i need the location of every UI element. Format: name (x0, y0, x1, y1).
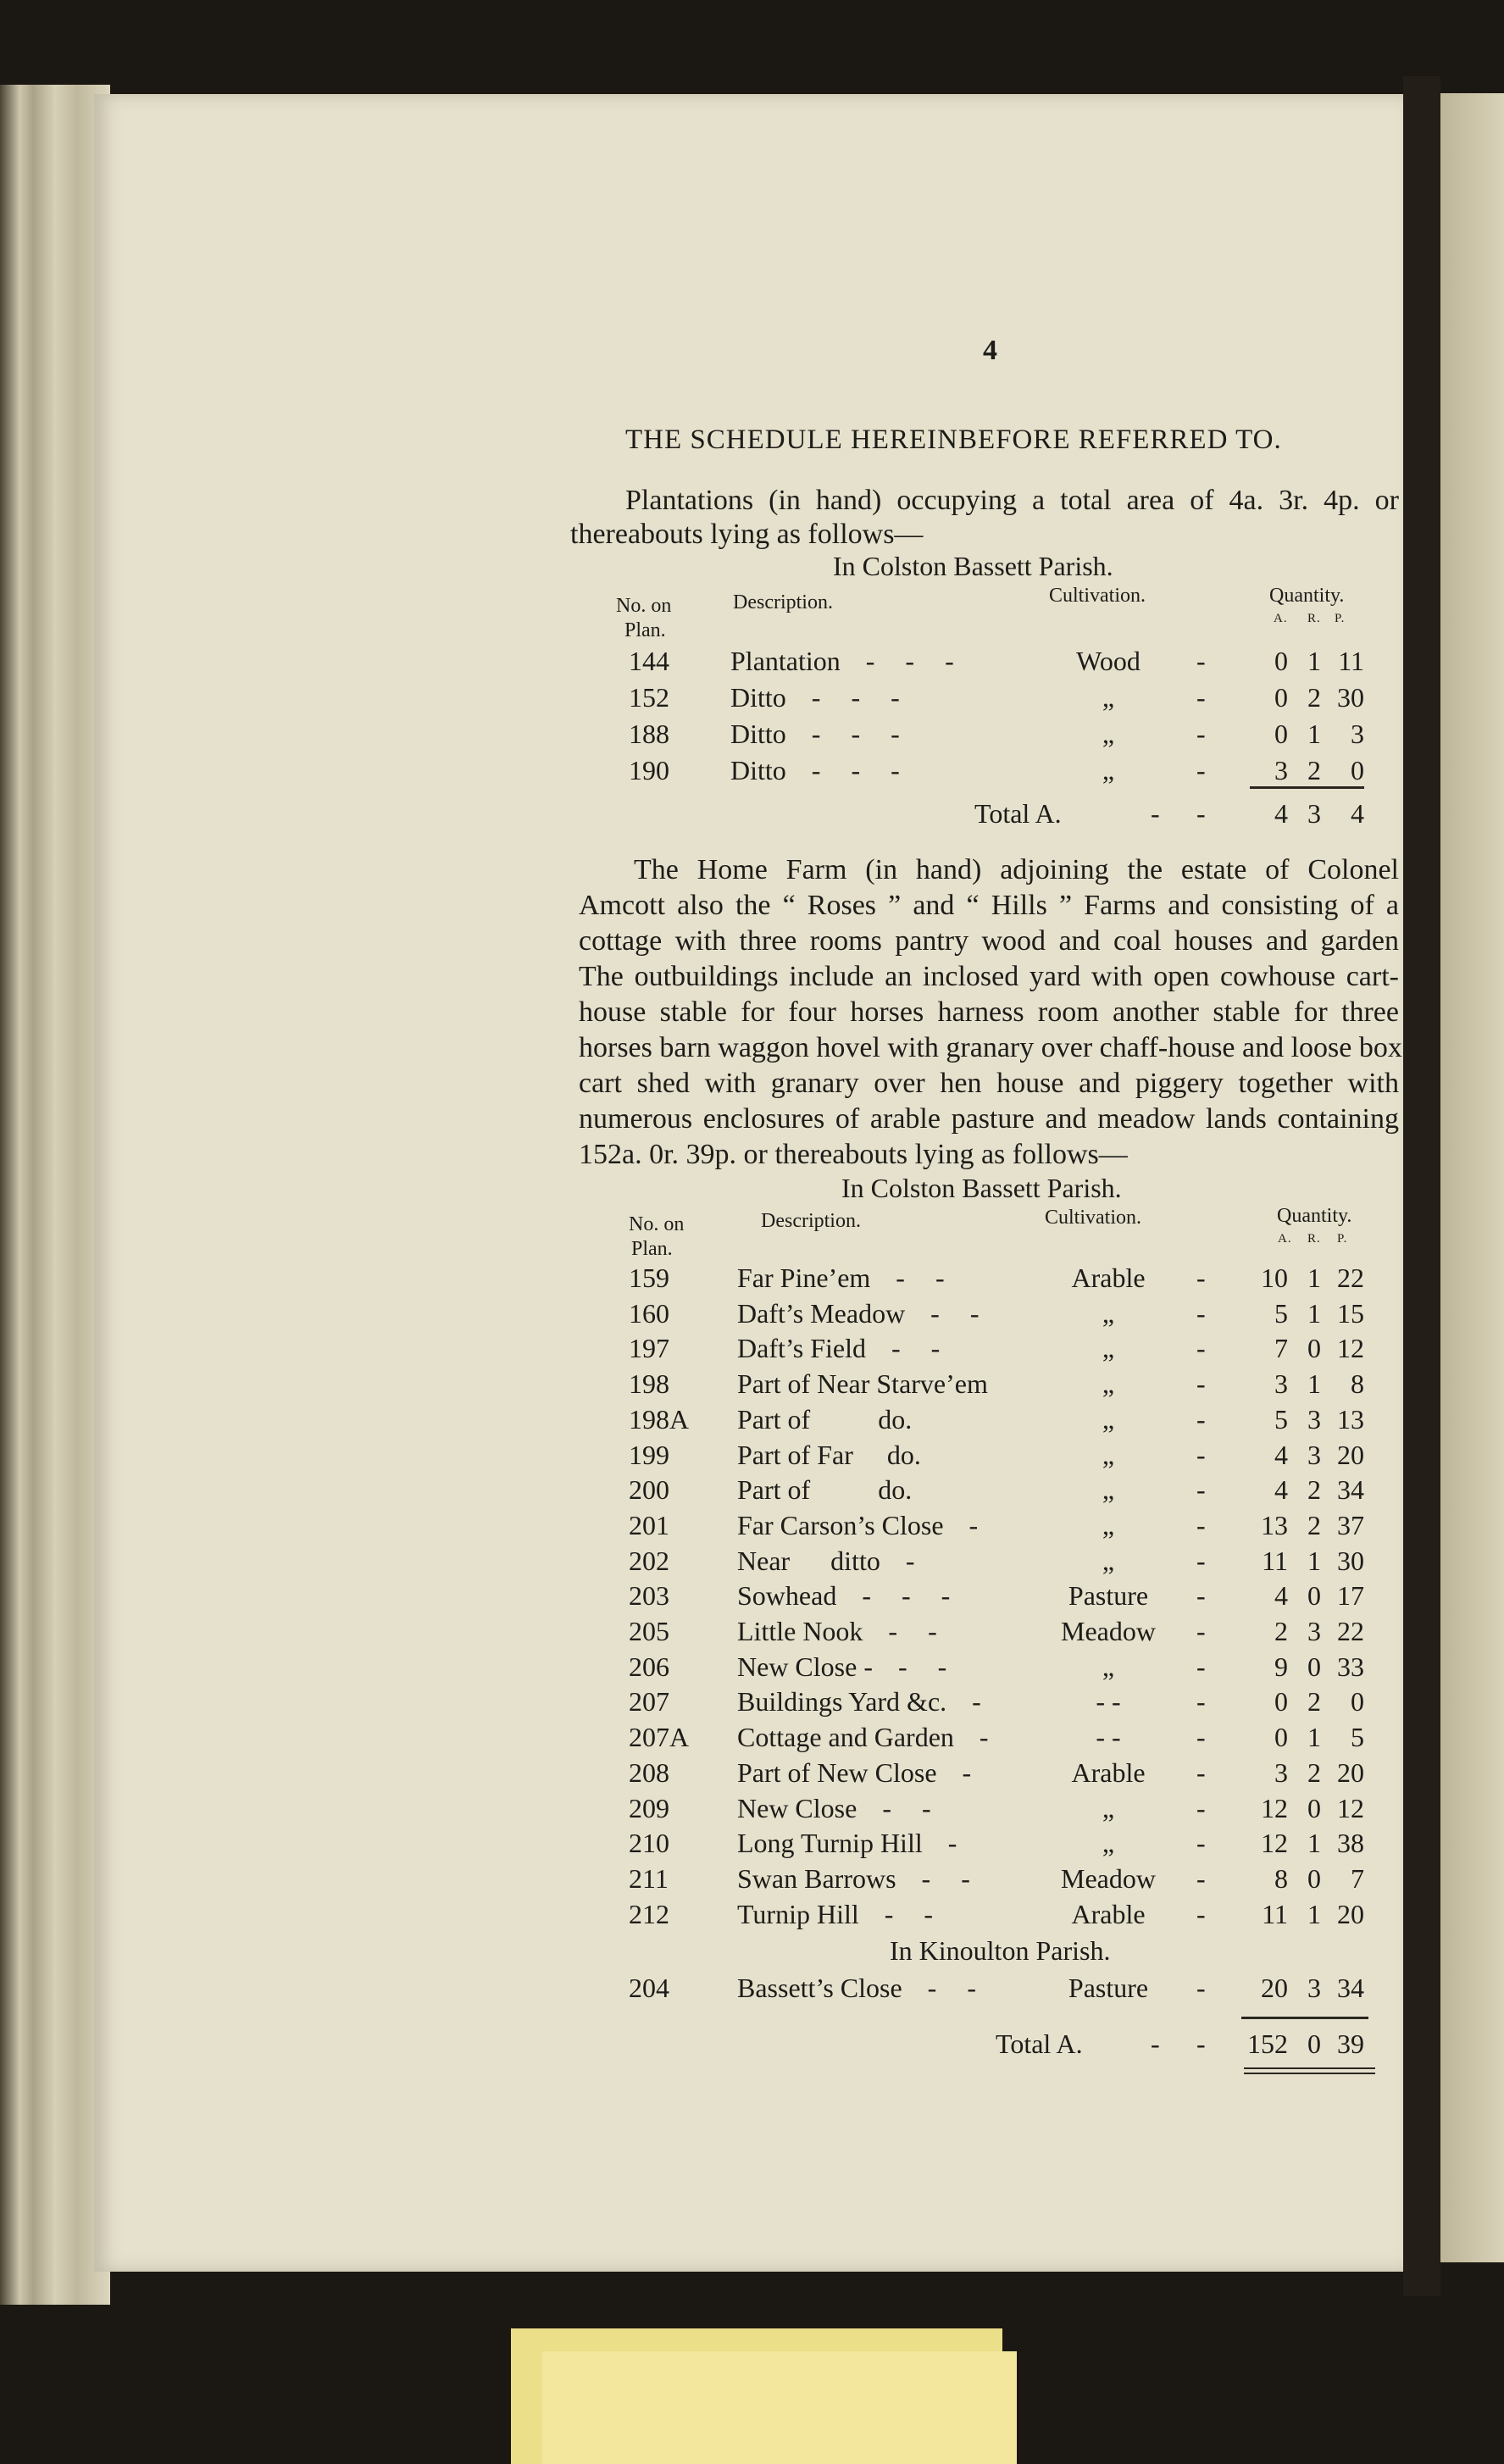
leader-dash: - (1196, 1509, 1206, 1540)
parish-heading: In Colston Bassett Parish. (833, 551, 1113, 581)
description: Plantation (730, 646, 841, 676)
col-plan-header: Plan. (624, 619, 666, 641)
double-rule (1244, 2067, 1375, 2069)
perches: 0 (1351, 755, 1364, 785)
table-row (0, 1686, 1504, 1717)
perches: 0 (1351, 1686, 1364, 1718)
description-cell (737, 1863, 970, 1894)
cultivation: Meadow (1061, 1616, 1156, 1646)
leader-dash: - (1196, 1898, 1206, 1929)
description-cell (730, 719, 900, 749)
description: Far Pine’em (737, 1263, 871, 1293)
leader-dash: - (1196, 1439, 1206, 1470)
perches: 7 (1351, 1862, 1364, 1894)
table-row (0, 1404, 1504, 1435)
col-quantity-header: Quantity. (1269, 585, 1345, 607)
table-row (0, 1722, 1504, 1752)
page-number: 4 (983, 335, 997, 366)
plan-number: 208 (629, 1756, 669, 1788)
description: Bassett’s Close (737, 1973, 902, 2003)
total-row (0, 798, 1504, 829)
description-cell (737, 1510, 978, 1540)
description: Part of Near Starve’em (737, 1368, 988, 1400)
total-label: Total A. (996, 2028, 1083, 2059)
leader-dashes: - - - (811, 719, 900, 749)
plan-number: 202 (629, 1545, 669, 1576)
roods: 2 (1307, 1756, 1321, 1788)
roods: 2 (1307, 1509, 1321, 1540)
paragraph-line: cottage with three rooms pantry wood and coal houses and garden (579, 925, 1399, 957)
leader-dashes: - - (882, 1792, 931, 1823)
table-row (0, 1757, 1504, 1788)
description: Part of Far do. (737, 1439, 921, 1470)
table-row (0, 1651, 1504, 1682)
plan-number: 206 (629, 1651, 669, 1682)
leader-dashes: - - - (811, 755, 900, 785)
plan-number: 212 (629, 1898, 669, 1929)
cultivation: „ (1102, 755, 1115, 785)
table-row (0, 1973, 1504, 2003)
cultivation: „ (1102, 1368, 1115, 1400)
description-cell (737, 1298, 979, 1329)
perches: 17 (1337, 1580, 1364, 1612)
cultivation: Pasture (1068, 1973, 1149, 2003)
acres: 0 (1274, 646, 1288, 676)
total-label: Total A. (974, 798, 1062, 829)
table-row (0, 646, 1504, 676)
perches: 30 (1337, 682, 1364, 713)
table-row (0, 719, 1504, 749)
acres: 10 (1261, 1263, 1288, 1293)
perches: 3 (1351, 719, 1364, 749)
roods: 3 (1307, 1616, 1321, 1646)
description-cell (737, 1368, 1013, 1399)
leader-dashes: - (905, 1545, 915, 1576)
leader-dashes: - - (921, 1862, 970, 1894)
plan-number: 201 (629, 1509, 669, 1540)
roods: 2 (1307, 1686, 1321, 1718)
roods: 2 (1307, 1474, 1321, 1506)
perches: 12 (1337, 1792, 1364, 1823)
table-row (0, 1899, 1504, 1929)
col-r-header: R. (1307, 612, 1321, 625)
description: Sowhead (737, 1580, 837, 1612)
leader-dash: - (1196, 682, 1206, 713)
cultivation: „ (1102, 1333, 1115, 1364)
cultivation: „ (1102, 682, 1115, 713)
table-row (0, 1474, 1504, 1505)
col-quantity-header: Quantity. (1277, 1205, 1352, 1227)
perches: 15 (1337, 1297, 1364, 1329)
acres: 11 (1262, 1545, 1288, 1576)
perches: 20 (1337, 1439, 1364, 1470)
acres: 3 (1274, 755, 1288, 785)
cultivation: „ (1102, 1439, 1115, 1470)
description: Cottage and Garden (737, 1722, 954, 1753)
cultivation: Arable (1071, 1898, 1146, 1929)
leader-dashes: - (968, 1509, 979, 1540)
description: New Close (737, 1792, 857, 1823)
description-cell (737, 1686, 981, 1717)
intro-line: Plantations (in hand) occupying a total area of 4a. 3r. 4p. or (625, 485, 1399, 516)
perches: 38 (1337, 1828, 1364, 1859)
roods: 0 (1307, 1651, 1321, 1682)
roods: 0 (1307, 1333, 1321, 1364)
col-cultivation-header: Cultivation. (1045, 1207, 1141, 1229)
acres: 20 (1261, 1973, 1288, 2003)
roods: 1 (1307, 1297, 1321, 1329)
plan-number: 205 (629, 1616, 669, 1646)
sum-rule (1250, 786, 1364, 789)
double-rule (1244, 2073, 1375, 2074)
plan-number: 159 (629, 1263, 669, 1293)
leader-dash: - (1196, 1474, 1206, 1506)
roods: 0 (1307, 1792, 1321, 1823)
cultivation: Meadow (1061, 1862, 1156, 1894)
perches: 34 (1337, 1973, 1364, 2003)
schedule-title: THE SCHEDULE HEREINBEFORE REFERRED TO. (625, 425, 1282, 455)
table-row (0, 682, 1504, 713)
leader-dash: - (1196, 1792, 1206, 1823)
acres: 8 (1274, 1862, 1288, 1894)
leader-dashes: - (962, 1756, 972, 1788)
roods: 1 (1307, 1368, 1321, 1400)
sticky-note (542, 2351, 1017, 2464)
description-cell (737, 1793, 931, 1823)
cultivation: „ (1102, 1403, 1115, 1435)
roods: 0 (1307, 1580, 1321, 1612)
description-cell (737, 1616, 937, 1646)
leader-dashes: - - - (811, 682, 900, 713)
table-row (0, 1863, 1504, 1894)
plan-number: 200 (629, 1474, 669, 1506)
roods: 1 (1307, 1722, 1321, 1753)
leader-dashes: - (947, 1828, 957, 1859)
description: Ditto (730, 755, 786, 785)
roods: 2 (1307, 755, 1321, 785)
plan-number: 190 (629, 755, 669, 785)
plan-number: 204 (629, 1973, 669, 2003)
paragraph-line: 152a. 0r. 39p. or thereabouts lying as follows— (579, 1139, 1128, 1170)
table-row (0, 1368, 1504, 1399)
leader-dash: - (1196, 1297, 1206, 1329)
acres: 7 (1274, 1333, 1288, 1364)
table-row (0, 1440, 1504, 1470)
next-page-edge (1440, 93, 1504, 2262)
leader-dash: - (1196, 1368, 1206, 1400)
plan-number: 152 (629, 682, 669, 713)
description-cell (737, 1899, 933, 1929)
cultivation: Arable (1071, 1263, 1146, 1293)
description-cell (737, 1546, 915, 1576)
roods: 0 (1307, 1862, 1321, 1894)
perches: 33 (1337, 1651, 1364, 1682)
acres: 0 (1274, 1722, 1288, 1753)
plan-number: 160 (629, 1297, 669, 1329)
acres: 4 (1274, 1580, 1288, 1612)
paragraph-line: cart shed with granary over hen house and piggery together with (579, 1068, 1399, 1099)
plan-number: 210 (629, 1828, 669, 1859)
perches: 37 (1337, 1509, 1364, 1540)
description: Part of do. (737, 1403, 913, 1435)
roods: 3 (1307, 1973, 1321, 2003)
leader-dash: - (1196, 719, 1206, 749)
leader-dash: - (1196, 646, 1206, 676)
cultivation: - - (1096, 1686, 1121, 1718)
intro-line: thereabouts lying as follows— (570, 519, 924, 550)
leader-dash: - (1196, 1862, 1206, 1894)
description: Far Carson’s Close (737, 1509, 944, 1540)
acres: 12 (1261, 1828, 1288, 1859)
perches: 22 (1337, 1263, 1364, 1293)
description: Ditto (730, 682, 786, 713)
perches: 20 (1337, 1756, 1364, 1788)
paragraph-line: Amcott also the “ Roses ” and “ Hills ” Farms and consisting of a (579, 890, 1399, 921)
description-cell (730, 646, 954, 676)
col-description-header: Description. (733, 591, 833, 613)
acres: 5 (1274, 1297, 1288, 1329)
leader-dashes: - - (927, 1973, 976, 2003)
cultivation: - - (1096, 1722, 1121, 1753)
cultivation: „ (1102, 1792, 1115, 1823)
roods: 3 (1307, 798, 1321, 829)
perches: 4 (1351, 798, 1364, 829)
col-p-header: P. (1337, 1232, 1348, 1246)
col-no-header: No. on (616, 595, 672, 617)
acres: 12 (1261, 1792, 1288, 1823)
description: Long Turnip Hill (737, 1828, 923, 1859)
description-cell (737, 1263, 945, 1293)
table-row (0, 1298, 1504, 1329)
description-cell (737, 1973, 976, 2003)
leader-dashes: - (979, 1722, 989, 1753)
cultivation: Arable (1071, 1756, 1146, 1788)
cultivation: „ (1102, 1651, 1115, 1682)
col-r-header: R. (1307, 1232, 1321, 1246)
description: Daft’s Meadow (737, 1297, 906, 1329)
book-gutter (1403, 76, 1440, 2296)
leader-dashes: - - - (862, 1580, 951, 1612)
leader-dash: - (1196, 1722, 1206, 1753)
plan-number: 198A (629, 1403, 690, 1435)
perches: 11 (1338, 646, 1364, 676)
description: Part of New Close (737, 1756, 937, 1788)
acres: 0 (1274, 719, 1288, 749)
leader-dashes: - (972, 1686, 981, 1718)
description: Near ditto (737, 1545, 880, 1576)
table-row (0, 1546, 1504, 1576)
acres: 13 (1261, 1509, 1288, 1540)
roods: 1 (1307, 719, 1321, 749)
roods: 1 (1307, 1545, 1321, 1576)
perches: 20 (1337, 1898, 1364, 1929)
description-cell (730, 682, 900, 713)
description: Swan Barrows (737, 1862, 896, 1894)
leader-dashes: - - (896, 1263, 945, 1293)
table-row (0, 755, 1504, 785)
perches: 8 (1351, 1368, 1364, 1400)
leader-dash: - (1196, 1756, 1206, 1788)
cultivation: „ (1102, 1474, 1115, 1506)
cultivation: „ (1102, 719, 1115, 749)
plan-number: 188 (629, 719, 669, 749)
table-row (0, 1580, 1504, 1611)
table-row (0, 1510, 1504, 1540)
roods: 3 (1307, 1439, 1321, 1470)
description-cell (730, 755, 900, 785)
col-p-header: P. (1335, 612, 1346, 625)
leader-dash: - (1151, 798, 1160, 829)
cultivation: Pasture (1068, 1580, 1149, 1612)
acres: 11 (1262, 1898, 1288, 1929)
col-a-header: A. (1274, 612, 1288, 625)
roods: 3 (1307, 1403, 1321, 1435)
paragraph-line: The Home Farm (in hand) adjoining the estate of Colonel (634, 854, 1399, 885)
perches: 13 (1337, 1403, 1364, 1435)
description: Turnip Hill (737, 1898, 859, 1929)
perches: 5 (1351, 1722, 1364, 1753)
leader-dash: - (1196, 2028, 1206, 2059)
plan-number: 198 (629, 1368, 669, 1400)
leader-dash: - (1196, 1616, 1206, 1646)
acres: 4 (1274, 798, 1288, 829)
roods: 1 (1307, 1828, 1321, 1859)
sum-rule (1241, 2017, 1368, 2019)
cultivation: „ (1102, 1828, 1115, 1859)
description-cell (737, 1828, 957, 1858)
description: Ditto (730, 719, 786, 749)
col-description-header: Description. (761, 1210, 861, 1232)
paragraph-line: The outbuildings include an inclosed yard with open cowhouse cart- (579, 961, 1399, 992)
perches: 12 (1337, 1333, 1364, 1364)
parish-heading: In Kinoulton Parish. (890, 1935, 1111, 1966)
plan-number: 207 (629, 1686, 669, 1718)
leader-dashes: - - (884, 1898, 934, 1929)
paragraph-line: house stable for four horses harness room another stable for three (579, 996, 1399, 1028)
leader-dashes: - - (891, 1333, 941, 1364)
leader-dash: - (1196, 1545, 1206, 1576)
plan-number: 197 (629, 1333, 669, 1364)
table-row (0, 1263, 1504, 1293)
cultivation: „ (1102, 1297, 1115, 1329)
paragraph-line: horses barn waggon hovel with granary over chaff-house and loose box (579, 1032, 1402, 1063)
description: Part of do. (737, 1474, 913, 1506)
roods: 0 (1307, 2028, 1321, 2059)
description-cell (737, 1440, 946, 1470)
acres: 3 (1274, 1756, 1288, 1788)
leader-dashes: - - - (865, 646, 954, 676)
description: New Close - (737, 1651, 873, 1682)
table-row (0, 1828, 1504, 1858)
perches: 22 (1337, 1616, 1364, 1646)
leader-dash: - (1196, 1580, 1206, 1612)
description-cell (737, 1757, 971, 1788)
leader-dash: - (1196, 1263, 1206, 1293)
description-cell (737, 1404, 937, 1435)
description: Daft’s Field (737, 1333, 866, 1364)
cultivation: „ (1102, 1545, 1115, 1576)
col-plan-header: Plan. (631, 1238, 673, 1260)
description-cell (737, 1333, 940, 1363)
leader-dash: - (1196, 1651, 1206, 1682)
leader-dash: - (1196, 1333, 1206, 1364)
leader-dashes: - - (888, 1616, 937, 1646)
leader-dashes: - - (897, 1651, 947, 1682)
leader-dash: - (1196, 1686, 1206, 1718)
plan-number: 199 (629, 1439, 669, 1470)
col-a-header: A. (1278, 1232, 1292, 1246)
acres: 4 (1274, 1474, 1288, 1506)
description-cell (737, 1651, 946, 1682)
leader-dashes: - - (930, 1297, 980, 1329)
roods: 1 (1307, 1263, 1321, 1293)
page (94, 94, 1403, 2272)
acres: 9 (1274, 1651, 1288, 1682)
total-row (0, 2028, 1504, 2059)
plan-number: 144 (629, 646, 669, 676)
plan-number: 211 (629, 1862, 669, 1894)
cultivation: „ (1102, 1509, 1115, 1540)
roods: 1 (1307, 646, 1321, 676)
description: Little Nook (737, 1616, 863, 1646)
cultivation: Wood (1076, 646, 1140, 676)
roods: 1 (1307, 1898, 1321, 1929)
leader-dash: - (1151, 2028, 1160, 2059)
leader-dash: - (1196, 1973, 1206, 2003)
table-row (0, 1333, 1504, 1363)
roods: 2 (1307, 682, 1321, 713)
description-cell (737, 1580, 950, 1611)
parish-heading: In Colston Bassett Parish. (841, 1173, 1122, 1203)
plan-number: 209 (629, 1792, 669, 1823)
leader-dash: - (1196, 1403, 1206, 1435)
description: Buildings Yard &c. (737, 1686, 947, 1718)
paragraph-line: numerous enclosures of arable pasture and meadow lands containing (579, 1103, 1399, 1135)
col-cultivation-header: Cultivation. (1049, 585, 1146, 607)
description-cell (737, 1722, 989, 1752)
perches: 39 (1337, 2028, 1364, 2059)
perches: 30 (1337, 1545, 1364, 1576)
description-cell (737, 1474, 937, 1505)
acres: 2 (1274, 1616, 1288, 1646)
acres: 5 (1274, 1403, 1288, 1435)
acres: 152 (1247, 2028, 1288, 2059)
table-row (0, 1616, 1504, 1646)
table-row (0, 1793, 1504, 1823)
plan-number: 203 (629, 1580, 669, 1612)
acres: 0 (1274, 682, 1288, 713)
acres: 4 (1274, 1439, 1288, 1470)
plan-number: 207A (629, 1722, 690, 1753)
acres: 3 (1274, 1368, 1288, 1400)
leader-dash: - (1196, 755, 1206, 785)
perches: 34 (1337, 1474, 1364, 1506)
acres: 0 (1274, 1686, 1288, 1718)
col-no-header: No. on (629, 1213, 685, 1235)
leader-dash: - (1196, 1828, 1206, 1859)
leader-dash: - (1196, 798, 1206, 829)
